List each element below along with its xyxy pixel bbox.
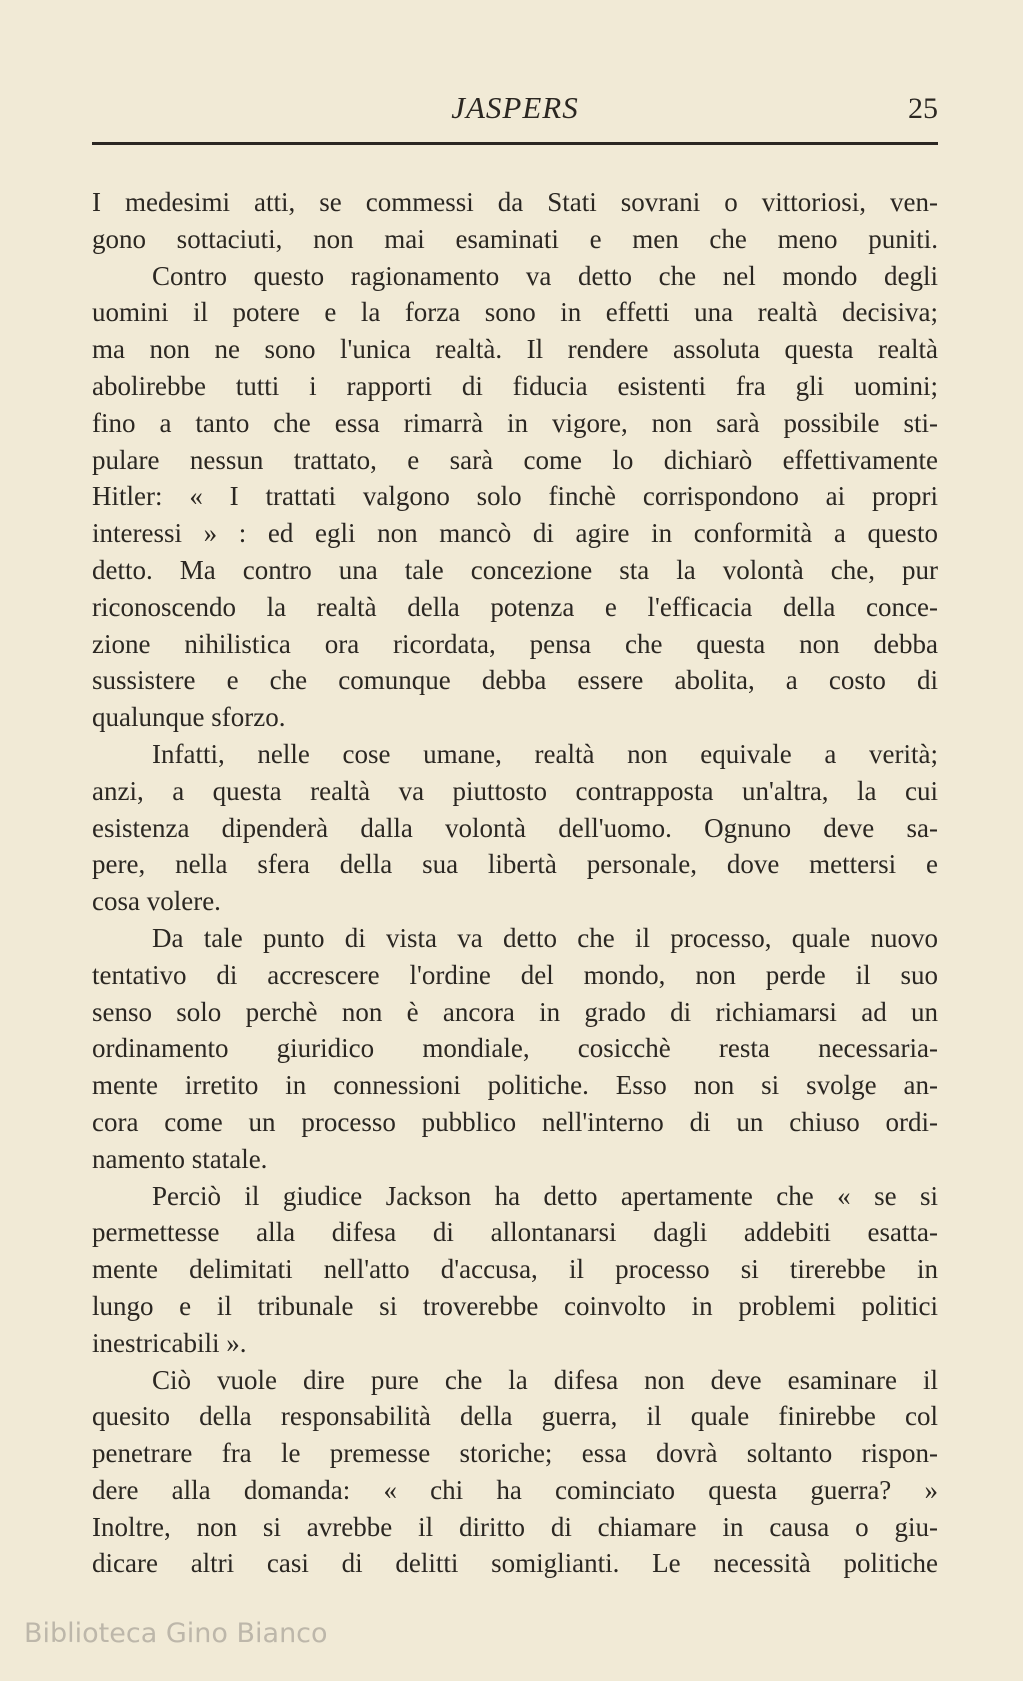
text-line: senso solo perchè non è ancora in grado di richiamarsi ad un: [92, 996, 938, 1027]
running-title: JASPERS: [451, 90, 579, 125]
text-line: dere alla domanda: « chi ha cominciato questa guerra? »: [92, 1474, 938, 1505]
text-line: Inoltre, non si avrebbe il diritto di chiamare in causa o giu-: [92, 1511, 938, 1542]
text-line: ma non ne sono l'unica realtà. Il rendere assoluta questa realtà: [92, 334, 938, 365]
body-text: [92, 184, 938, 1582]
text-line: detto. Ma contro una tale concezione sta la volontà che, pur: [92, 554, 938, 585]
text-line: abolirebbe tutti i rapporti di fiducia esistenti fra gli uomini;: [92, 370, 938, 401]
text-line: mente delimitati nell'atto d'accusa, il processo si tirerebbe in: [92, 1254, 938, 1285]
running-head: [92, 86, 938, 126]
text-line: Contro questo ragionamento va detto che nel mondo degli: [152, 260, 938, 291]
text-line: tentativo di accrescere l'ordine del mondo, non perde il suo: [92, 959, 938, 990]
text-line: pulare nessun trattato, e sarà come lo dichiarò effettivamente: [92, 444, 938, 475]
text-line: permettesse alla difesa di allontanarsi dagli addebiti esatta-: [92, 1217, 938, 1248]
text-line: mente irretito in connessioni politiche. Esso non si svolge an-: [92, 1070, 938, 1101]
text-line: riconoscendo la realtà della potenza e l'efficacia della conce-: [92, 591, 938, 622]
text-line: Ciò vuole dire pure che la difesa non deve esaminare il: [152, 1364, 938, 1395]
header-rule: [92, 142, 938, 145]
text-line: namento statale.: [92, 1143, 268, 1174]
text-line: penetrare fra le premesse storiche; essa dovrà soltanto rispon-: [92, 1438, 938, 1469]
text-line: gono sottaciuti, non mai esaminati e men che meno puniti.: [92, 223, 938, 254]
text-line: lungo e il tribunale si troverebbe coinvolto in problemi politici: [92, 1290, 938, 1321]
text-line: fino a tanto che essa rimarrà in vigore, non sarà possibile sti-: [92, 407, 938, 438]
page-number: 25: [908, 92, 938, 125]
text-line: cora come un processo pubblico nell'interno di un chiuso ordi-: [92, 1106, 938, 1137]
text-line: cosa volere.: [92, 886, 221, 917]
library-watermark: Biblioteca Gino Bianco: [24, 1618, 328, 1649]
text-line: quesito della responsabilità della guerra, il quale finirebbe col: [92, 1401, 938, 1432]
text-line: Hitler: « I trattati valgono solo finchè corrispondono ai propri: [92, 481, 938, 512]
text-line: interessi » : ed egli non mancò di agire in conformità a questo: [92, 518, 938, 549]
text-line: pere, nella sfera della sua libertà personale, dove mettersi e: [92, 849, 938, 880]
text-line: ordinamento giuridico mondiale, cosicchè resta necessaria-: [92, 1033, 938, 1064]
text-line: I medesimi atti, se commessi da Stati sovrani o vittoriosi, ven-: [92, 187, 938, 217]
text-line: qualunque sforzo.: [92, 702, 286, 733]
text-line: Infatti, nelle cose umane, realtà non equivale a verità;: [152, 738, 938, 769]
text-line: dicare altri casi di delitti somiglianti. Le necessità politiche: [92, 1548, 938, 1579]
text-line: uomini il potere e la forza sono in effetti una realtà decisiva;: [92, 297, 938, 328]
text-line: Perciò il giudice Jackson ha detto apertamente che « se si: [152, 1180, 938, 1211]
text-line: sussistere e che comunque debba essere abolita, a costo di: [92, 665, 938, 696]
text-line: Da tale punto di vista va detto che il processo, quale nuovo: [152, 922, 938, 953]
text-line: inestricabili ».: [92, 1327, 247, 1358]
text-line: anzi, a questa realtà va piuttosto contrapposta un'altra, la cui: [92, 775, 938, 806]
text-line: zione nihilistica ora ricordata, pensa che questa non debba: [92, 628, 938, 659]
text-line: esistenza dipenderà dalla volontà dell'uomo. Ognuno deve sa-: [92, 812, 938, 843]
